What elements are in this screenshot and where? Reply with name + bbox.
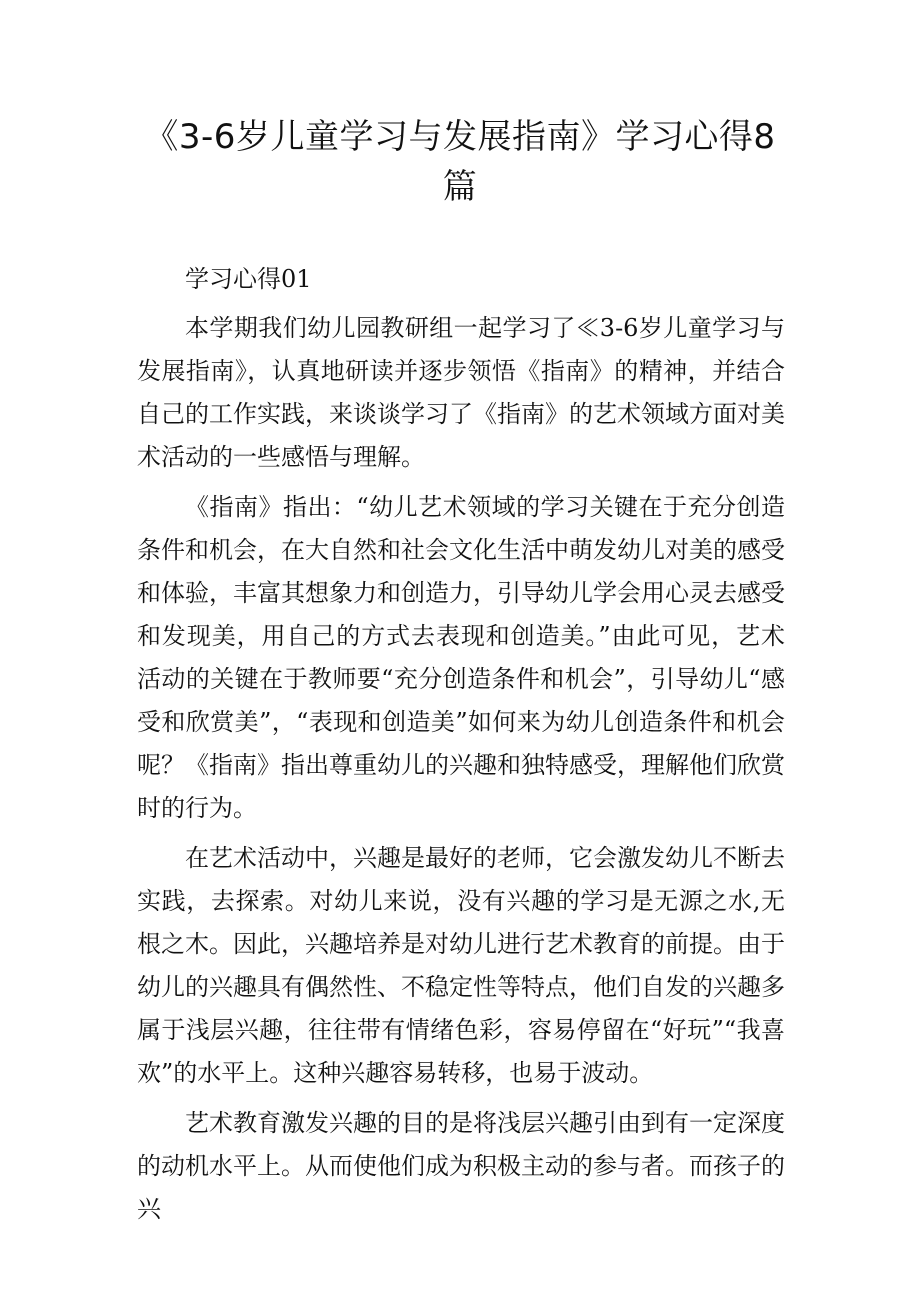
section-heading: 学习心得01 — [185, 265, 312, 293]
paragraph-4: 艺术教育激发兴趣的目的是将浅层兴趣引由到有一定深度的动机水平上。从而使他们成为积极主动的参与者。而孩子的兴 — [137, 1109, 785, 1223]
paragraph-2: 《指南》指出：“幼儿艺术领域的学习关键在于充分创造条件和机会，在大自然和社会文化生活中萌发幼儿对美的感受和体验，丰富其想象力和创造力，引导幼儿学会用心灵去感受和发现美，用自己的方式去表现和创造美。”由此可见，艺术活动的关键在于教师要“充分创造条件和机会”，引导幼儿“感受和欣赏美”，“表现和创造美”如何来为幼儿创造条件和机会呢？《指南》指出尊重幼儿的兴趣和独特感受，理解他们欣赏时的行为。 — [137, 493, 785, 822]
paragraph-3: 在艺术活动中，兴趣是最好的老师，它会激发幼儿不断去实践，去探索。对幼儿来说，没有兴趣的学习是无源之水,无根之木。因此，兴趣培养是对幼儿进行艺术教育的前提。由于幼儿的兴趣具有偶然性、不稳定性等特点，他们自发的兴趣多属于浅层兴趣，往往带有情绪色彩，容易停留在“好玩”“我喜欢”的水平上。这种兴趣容易转移，也易于波动。 — [137, 844, 785, 1087]
paragraph-1: 本学期我们幼儿园教研组一起学习了≪3-6岁儿童学习与发展指南》，认真地研读并逐步领悟《指南》的精神，并结合自己的工作实践，来谈谈学习了《指南》的艺术领域方面对美术活动的一些感悟与理解。 — [137, 314, 785, 471]
document-body — [137, 258, 785, 1238]
document-title: 《3-6岁儿童学习与发展指南》学习心得8篇 — [144, 117, 776, 207]
